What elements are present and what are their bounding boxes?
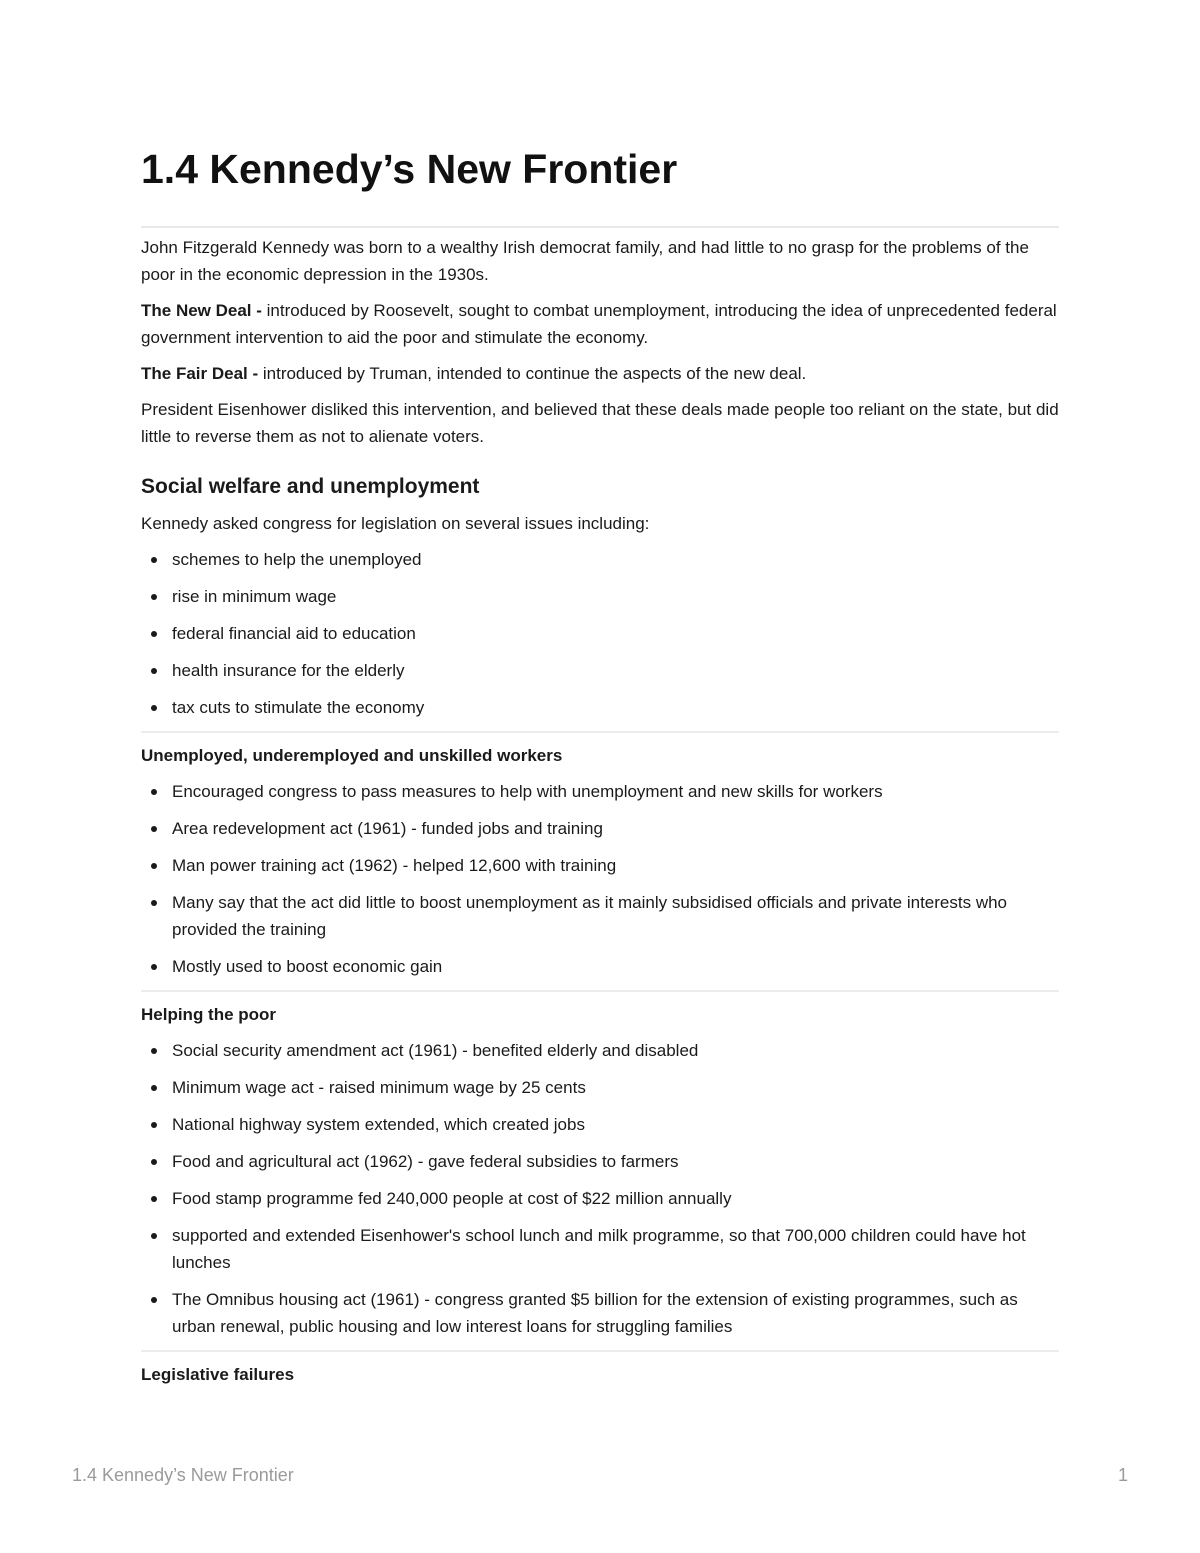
paragraph-text: President Eisenhower disliked this intervention, and believed that these deals made people too reliant on the state, but did little to reverse them as not to alienate voters. — [141, 400, 1059, 446]
page-title: 1.4 Kennedy’s New Frontier — [141, 146, 678, 192]
section-divider — [141, 990, 1059, 992]
list-item — [141, 546, 1059, 573]
list-item-text: The Omnibus housing act (1961) - congress granted $5 billion for the extension of existing programmes, such as urban renewal, public housing and low interest loans for struggling families — [172, 1290, 1018, 1336]
bullet-list — [141, 778, 1059, 980]
intro-paragraph — [141, 297, 1059, 351]
list-item — [141, 1222, 1059, 1276]
subsection-heading: Legislative failures — [141, 1365, 295, 1384]
list-item — [141, 583, 1059, 610]
list-item — [141, 889, 1059, 943]
list-item — [141, 1185, 1059, 1212]
title-divider — [141, 226, 1059, 228]
list-item — [141, 1074, 1059, 1101]
paragraph-text: introduced by Roosevelt, sought to combat unemployment, introducing the idea of unprecedented federal government intervention to aid the poor and stimulate the economy. — [141, 301, 1057, 347]
bullet-icon — [151, 1085, 157, 1091]
section-heading: Social welfare and unemployment — [141, 475, 480, 498]
list-item-text: rise in minimum wage — [172, 587, 337, 606]
list-item — [141, 620, 1059, 647]
list-item-text: Food and agricultural act (1962) - gave federal subsidies to farmers — [172, 1152, 679, 1171]
bullet-icon — [151, 1159, 157, 1165]
bullet-icon — [151, 826, 157, 832]
list-item-text: tax cuts to stimulate the economy — [172, 698, 425, 717]
list-item-text: supported and extended Eisenhower's school lunch and milk programme, so that 700,000 children could have hot lunches — [172, 1226, 1026, 1272]
list-item-text: National highway system extended, which created jobs — [172, 1115, 585, 1134]
bullet-icon — [151, 1233, 157, 1239]
list-item-text: federal financial aid to education — [172, 624, 416, 643]
list-item-text: Many say that the act did little to boost unemployment as it mainly subsidised officials and private interests who provided the training — [172, 893, 1008, 939]
bullet-icon — [151, 900, 157, 906]
list-item — [141, 657, 1059, 684]
subsection-heading: Unemployed, underemployed and unskilled workers — [141, 746, 563, 765]
list-item — [141, 1037, 1059, 1064]
list-item — [141, 852, 1059, 879]
bullet-icon — [151, 1122, 157, 1128]
list-item-text: Encouraged congress to pass measures to help with unemployment and new skills for workers — [172, 782, 883, 801]
bullet-icon — [151, 705, 157, 711]
page-number: 1 — [1117, 1465, 1128, 1485]
document-body — [141, 234, 1059, 1397]
bullet-icon — [151, 863, 157, 869]
list-item-text: Area redevelopment act (1961) - funded jobs and training — [172, 819, 603, 838]
bullet-icon — [151, 1048, 157, 1054]
bullet-list — [141, 546, 1059, 721]
bullet-icon — [151, 1297, 157, 1303]
list-item-text: Man power training act (1962) - helped 12,600 with training — [172, 856, 617, 875]
paragraph-term: The Fair Deal - — [141, 364, 259, 383]
list-item-text: Social security amendment act (1961) - benefited elderly and disabled — [172, 1041, 699, 1060]
section-divider — [141, 1350, 1059, 1352]
list-item-text: Mostly used to boost economic gain — [172, 957, 443, 976]
list-item — [141, 815, 1059, 842]
list-item — [141, 953, 1059, 980]
subsection-heading: Helping the poor — [141, 1005, 277, 1024]
list-item-text: Food stamp programme fed 240,000 people at cost of $22 million annually — [172, 1189, 732, 1208]
list-item — [141, 694, 1059, 721]
section-intro: Kennedy asked congress for legislation on several issues including: — [141, 514, 650, 533]
bullet-icon — [151, 1196, 157, 1202]
paragraph-text: John Fitzgerald Kennedy was born to a wealthy Irish democrat family, and had little to no grasp for the problems of the poor in the economic depression in the 1930s. — [141, 238, 1029, 284]
intro-paragraph — [141, 396, 1059, 450]
list-item — [141, 1111, 1059, 1138]
paragraph-term: The New Deal - — [141, 301, 262, 320]
list-item — [141, 1148, 1059, 1175]
section-divider — [141, 731, 1059, 733]
list-item-text: health insurance for the elderly — [172, 661, 405, 680]
intro-paragraph — [141, 360, 1059, 387]
bullet-icon — [151, 631, 157, 637]
list-item-text: schemes to help the unemployed — [172, 550, 422, 569]
footer-title: 1.4 Kennedy’s New Frontier — [72, 1465, 294, 1485]
bullet-icon — [151, 594, 157, 600]
list-item — [141, 778, 1059, 805]
list-item — [141, 1286, 1059, 1340]
bullet-icon — [151, 668, 157, 674]
bullet-icon — [151, 964, 157, 970]
bullet-icon — [151, 557, 157, 563]
intro-paragraph — [141, 234, 1059, 288]
bullet-list — [141, 1037, 1059, 1340]
bullet-icon — [151, 789, 157, 795]
paragraph-text: introduced by Truman, intended to continue the aspects of the new deal. — [258, 364, 807, 383]
list-item-text: Minimum wage act - raised minimum wage by 25 cents — [172, 1078, 586, 1097]
